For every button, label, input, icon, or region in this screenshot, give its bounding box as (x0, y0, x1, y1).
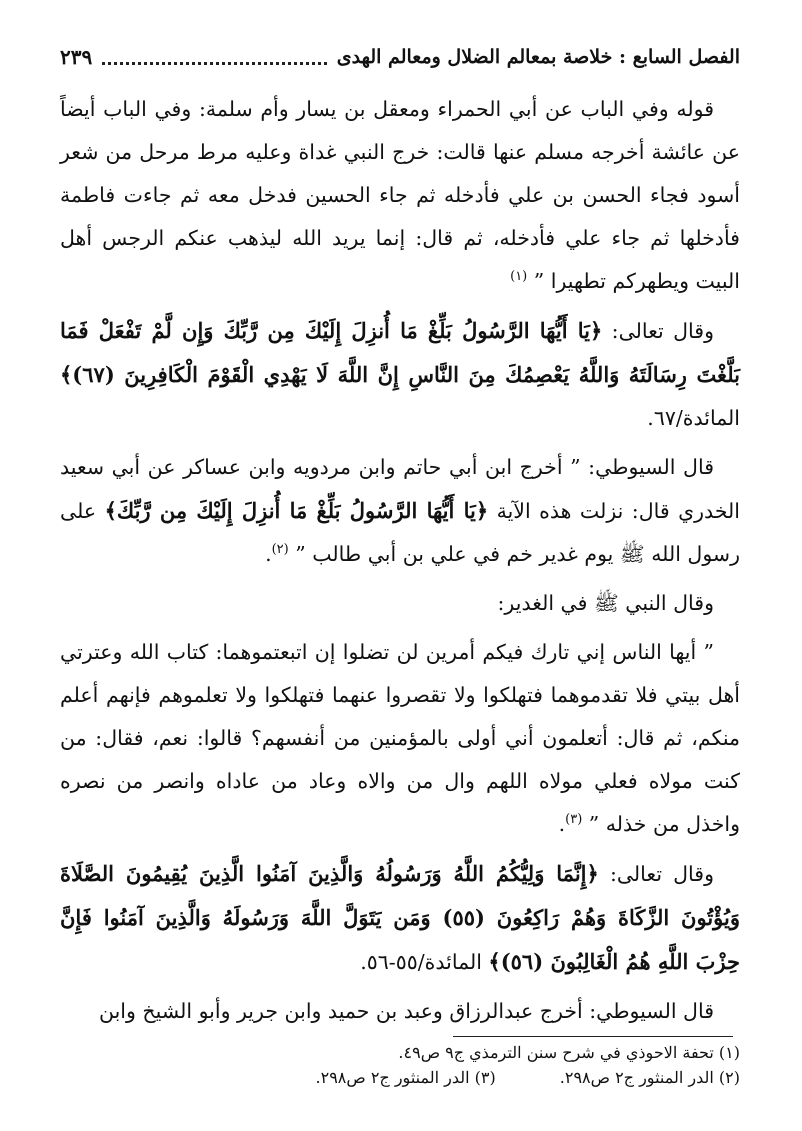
paragraph-tail: على رسول الله ﷺ يوم غدير خم في علي بن أبي طالب ” (60, 499, 740, 566)
footnote-row-1 (60, 1040, 740, 1065)
paragraph-lead: وقال تعالى: (598, 862, 714, 886)
footnote-ref-3: (٣) (565, 812, 583, 828)
chapter-title: الفصل السابع : خلاصة بمعالم الضلال ومعالم الهدى (336, 46, 740, 68)
paragraph-suyuti-2 (60, 990, 740, 1033)
paragraph-ghadir-hadith (60, 631, 740, 846)
paragraph-verse-67 (60, 309, 740, 440)
footnote-1: (١) تحفة الاحوذي في شرح سنن الترمذي ج٩ ص٤٩. (398, 1043, 740, 1062)
verse-reference: المائدة/٦٧. (647, 406, 740, 430)
paragraph-lead: وقال تعالى: (602, 319, 714, 343)
paragraph-end: . (265, 542, 272, 566)
paragraph-suyuti-1 (60, 446, 740, 576)
running-header (60, 38, 740, 72)
paragraph-text: وقال النبي ﷺ في الغدير: (497, 591, 714, 615)
footnote-2: (٢) الدر المنثور ج٢ ص٢٩٨. (559, 1068, 740, 1087)
page-body (60, 88, 740, 1039)
paragraph-ghadir-intro (60, 582, 740, 625)
paragraph-hadith-kisa (60, 88, 740, 303)
footnote-separator (453, 1036, 733, 1037)
paragraph-end: . (558, 812, 566, 836)
footnote-3: (٣) الدر المنثور ج٢ ص٢٩٨. (315, 1068, 496, 1087)
quran-verse: ﴿يَا أَيُّهَا الرَّسُولُ بَلِّغْ مَا أُنزِلَ إِلَيْكَ مِن رَّبِّكَ﴾ (104, 498, 489, 523)
page-number: ٢٣٩ (60, 45, 93, 69)
paragraph-verse-55 (60, 852, 740, 984)
footnotes (60, 1040, 740, 1090)
footnote-ref-2: (٢) (271, 542, 289, 558)
header-dot-leader (102, 62, 327, 65)
footnote-ref-1: (١) (510, 269, 528, 285)
paragraph-text: قال السيوطي: أخرج عبدالرزاق وعبد بن حميد وابن جرير وأبو الشيخ وابن (99, 999, 714, 1023)
quran-verse: ﴿يَا أَيُّهَا الرَّسُولُ بَلِّغْ مَا أُنزِلَ إِلَيْكَ مِن رَّبِّكَ وَإِن لَّمْ تَفْعَلْ فَمَا بَلَّغْتَ رِسَالَتَهُ وَاللَّهُ يَعْصِمُكَ مِنَ النَّاسِ إِنَّ اللَّهَ لَا يَهْدِي الْقَوْمَ الْكَافِرِينَ (٦٧)﴾ (60, 318, 740, 387)
paragraph-lead: قال السيوطي: ” أخرج ابن أبي حاتم وابن مردويه وابن عساكر عن أبي سعيد الخدري قال: نزلت هذه الآية (60, 455, 740, 523)
paragraph-text: قوله وفي الباب عن أبي الحمراء ومعقل بن يسار وأم سلمة: وفي الباب أيضاً عن عائشة أخرجه مسلم عنها قالت: خرج النبي غداة وعليه مرط مرحل من شعر أسود فجاء الحسن بن علي فأدخله ثم جاء الحسين فدخل معه ثم جاءت فاطمة فأدخلها ثم جاء علي فأدخله، ثم قال: إنما يريد الله ليذهب عنكم الرجس أهل البيت ويطهركم تطهيرا ” (60, 97, 740, 293)
paragraph-text: ” أيها الناس إني تارك فيكم أمرين لن تضلوا إن اتبعتموهما: كتاب الله وعترتي أهل بيتي فلا تقدموهما فتهلكوا ولا تقصروا عنهما فتهلكوا ولا تعلموهم فإنهم أعلم منكم، ثم قال: أتعلمون أني أولى بالمؤمنين من أنفسهم؟ قالوا: نعم، فقال: من كنت مولاه فعلي مولاه اللهم وال من والاه وعاد من عاداه وانصر من نصره واخذل من خذله ” (60, 640, 740, 836)
quran-verse: ﴿إِنَّمَا وَلِيُّكُمُ اللَّهُ وَرَسُولُهُ وَالَّذِينَ آمَنُوا الَّذِينَ يُقِيمُونَ الصَّلَاةَ وَيُؤْتُونَ الزَّكَاةَ وَهُمْ رَاكِعُونَ (٥٥) وَمَن يَتَوَلَّ اللَّهَ وَرَسُولَهُ وَالَّذِينَ آمَنُوا فَإِنَّ حِزْبَ اللَّهِ هُمُ الْغَالِبُونَ (٥٦)﴾ (60, 861, 740, 974)
verse-reference: المائدة/٥٥-٥٦. (360, 950, 489, 974)
footnote-row-2 (60, 1065, 740, 1090)
